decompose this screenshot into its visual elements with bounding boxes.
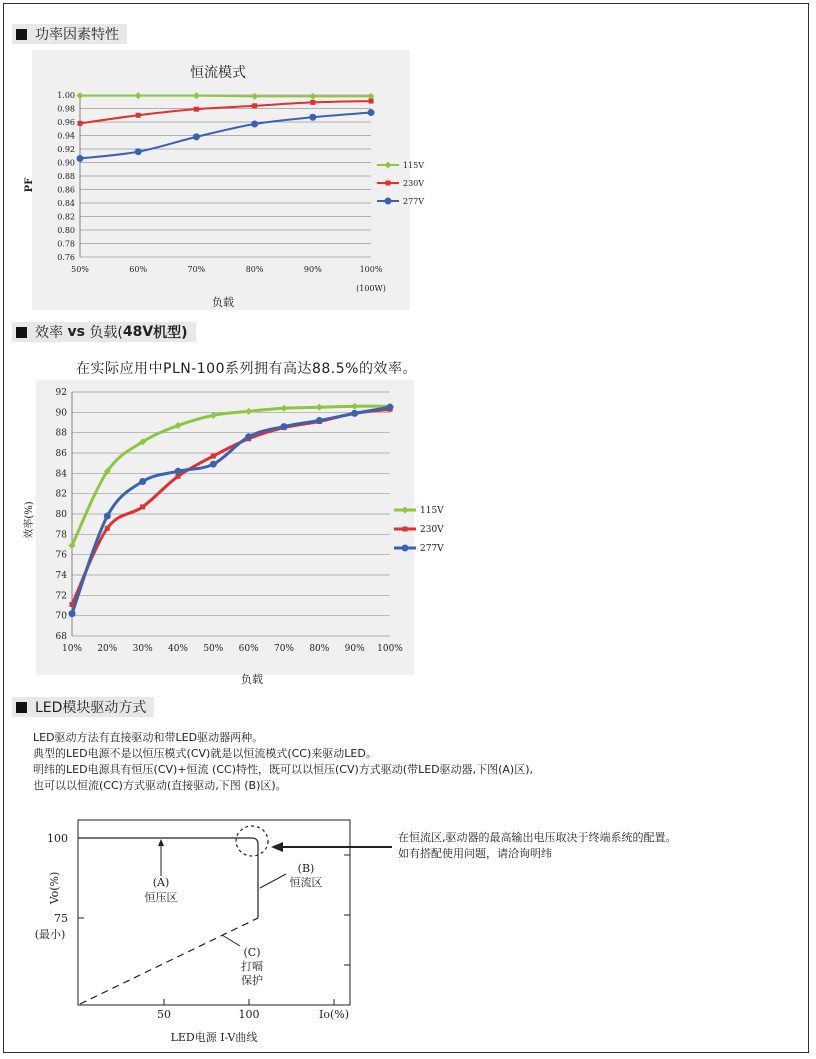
pf-xtick-label: 80%: [245, 265, 264, 274]
eff-ytick-label: 80: [55, 510, 67, 520]
eff-ytick-label: 70: [55, 611, 67, 622]
eff-chart-xlabel: 负载: [241, 673, 263, 686]
eff-legend-label: 115V: [420, 506, 444, 516]
eff-point-277V: [245, 433, 252, 440]
pf-ytick-label: 0.76: [57, 253, 75, 262]
led-text-line4: 也可以以恒流(CC)方式驱动(直接驱动,下图 (B)区)。: [33, 779, 287, 792]
eff-xtick-label: 50%: [203, 644, 224, 654]
eff-point-277V: [387, 404, 394, 411]
eff-xtick-label: 100%: [377, 644, 403, 654]
pf-legend-label: 115V: [403, 161, 425, 170]
eff-chart-ylabel: 效率(%): [24, 501, 35, 539]
pf-xtick-label: 90%: [303, 265, 322, 274]
section-title-eff-post: 机型): [153, 325, 188, 341]
eff-legend-label: 277V: [420, 544, 444, 554]
iv-note: [398, 830, 677, 862]
pf-point-230V: [252, 103, 257, 108]
pf-point-277V: [368, 109, 375, 116]
iv-x-100-label: 100: [238, 1008, 260, 1021]
pf-ytick-label: 0.82: [57, 212, 75, 222]
eff-point-277V: [316, 417, 323, 424]
pf-legend-label: 277V: [403, 197, 425, 206]
pf-ytick-label: 0.88: [57, 172, 75, 181]
eff-point-277V: [139, 478, 146, 485]
iv-a-arrowhead: [158, 839, 164, 846]
bullet-square-icon: [16, 702, 27, 713]
pf-ytick-label: 0.80: [57, 226, 75, 235]
eff-legend-marker: [403, 527, 408, 532]
pf-ytick-label: 0.98: [57, 104, 75, 114]
pf-xtick-label: 50%: [71, 265, 89, 274]
section-header-led: [12, 697, 154, 717]
section-header-eff: [12, 322, 196, 342]
pf-point-230V: [78, 121, 83, 126]
led-text-line1: LED驱动方法有直接驱动和带LED驱动器两种。: [33, 731, 264, 744]
pf-ytick-label: 1.00: [57, 91, 75, 100]
iv-a-text: 恒压区: [144, 891, 178, 904]
section-title-eff-bold: 48V: [122, 324, 154, 340]
eff-point-277V: [104, 513, 111, 520]
eff-xtick-label: 10%: [61, 644, 83, 654]
eff-ytick-label: 82: [55, 489, 67, 500]
iv-y-axis-label: Vo(%): [48, 871, 61, 905]
iv-hiccup-curve: [80, 918, 258, 1004]
pf-legend-marker: [386, 181, 391, 186]
eff-chart-caption: 在实际应用中PLN-100系列拥有高达88.5%的效率。: [76, 361, 417, 377]
pf-ytick-label: 0.94: [57, 131, 75, 141]
pf-ytick-label: 0.90: [57, 158, 75, 168]
eff-ytick-label: 68: [55, 632, 67, 642]
eff-point-277V: [69, 610, 76, 617]
section-title-eff-mid: 负载(: [84, 325, 123, 341]
efficiency-chart: [0, 380, 816, 690]
pf-point-230V: [310, 100, 315, 105]
pf-point-230V: [369, 99, 374, 104]
bullet-square-icon: [16, 327, 27, 338]
iv-x-axis-label: Io(%): [318, 1008, 350, 1021]
section-title-led: LED模块驱动方式: [35, 700, 147, 716]
eff-xtick-label: 90%: [344, 644, 365, 654]
eff-xtick-label: 70%: [273, 644, 295, 654]
eff-ytick-label: 76: [55, 550, 67, 561]
eff-xtick-label: 80%: [309, 644, 330, 654]
pf-point-277V: [251, 121, 258, 128]
pf-xtick-label: 100%: [359, 265, 383, 274]
eff-point-277V: [351, 410, 358, 417]
eff-xtick-label: 20%: [97, 644, 118, 654]
pf-ytick-label: 0.84: [57, 199, 75, 208]
pf-point-277V: [77, 155, 84, 162]
iv-y-75-label: 75: [54, 912, 68, 925]
led-description: [33, 730, 533, 794]
eff-point-230V: [105, 526, 110, 531]
iv-y-100-label: 100: [47, 832, 68, 845]
eff-ytick-label: 86: [55, 449, 67, 459]
iv-b-code: (B): [297, 862, 315, 875]
pf-chart-subtitle: 恒流模式: [190, 65, 246, 81]
pf-point-230V: [194, 107, 199, 112]
pf-ytick-label: 0.96: [57, 118, 75, 127]
iv-b-pointer: [260, 874, 286, 888]
iv-a-code: (A): [152, 876, 170, 889]
pf-series-line-115V: [80, 96, 371, 97]
eff-point-277V: [210, 461, 217, 468]
eff-chart-background: [36, 380, 414, 675]
eff-xtick-label: 40%: [167, 644, 189, 654]
eff-ytick-label: 84: [55, 469, 67, 480]
eff-point-277V: [175, 468, 182, 475]
pf-point-230V: [136, 113, 141, 118]
iv-c-text1: 打嗝: [241, 960, 263, 973]
pf-legend-marker: [385, 198, 392, 205]
pf-legend-label: 230V: [403, 179, 425, 188]
iv-c-text2: 保护: [241, 974, 263, 987]
pf-ytick-label: 0.86: [57, 185, 75, 195]
iv-note-line1: 在恒流区,驱动器的最高输出电压取决于终端系统的配置。: [398, 831, 677, 844]
section-title-eff-vs: vs: [67, 324, 85, 340]
iv-c-pointer: [222, 935, 240, 946]
pf-ytick-label: 0.92: [57, 145, 75, 154]
iv-caption: LED电源 I-V曲线: [170, 1031, 258, 1044]
pf-chart-x-extra: (100W): [356, 284, 386, 293]
pf-chart-xlabel: 负载: [212, 296, 234, 309]
eff-point-230V: [140, 504, 145, 509]
led-text-line2: 典型的LED电源不是以恒压模式(CV)就是以恒流模式(CC)来驱动LED。: [33, 747, 377, 760]
eff-xtick-label: 60%: [238, 644, 259, 654]
pf-ytick-label: 0.78: [57, 239, 75, 249]
eff-ytick-label: 72: [55, 591, 67, 602]
eff-ytick-label: 90: [55, 408, 67, 419]
iv-b-text: 恒流区: [289, 876, 323, 889]
iv-note-line2: 如有搭配使用问题，请洽询明纬: [398, 847, 552, 860]
eff-point-230V: [211, 454, 216, 459]
bullet-square-icon: [16, 29, 27, 40]
iv-c-code: (C): [243, 946, 261, 959]
eff-point-277V: [281, 423, 288, 430]
pf-point-277V: [309, 114, 316, 121]
section-title-eff-pre: 效率: [35, 325, 68, 341]
eff-ytick-label: 92: [55, 388, 67, 398]
section-header-pf: [12, 24, 127, 44]
eff-xtick-label: 30%: [132, 644, 153, 654]
pf-xtick-label: 70%: [187, 265, 206, 274]
eff-ytick-label: 88: [55, 428, 67, 439]
section-title-pf: 功率因素特性: [35, 27, 119, 43]
iv-highlight-circle: [236, 826, 268, 856]
eff-legend-marker: [402, 545, 409, 552]
eff-ytick-label: 74: [55, 571, 67, 581]
pf-xtick-label: 60%: [129, 265, 148, 274]
eff-legend-label: 230V: [420, 525, 444, 535]
pf-point-277V: [193, 133, 200, 140]
pf-chart-ylabel: PF: [24, 177, 35, 193]
pf-point-277V: [135, 148, 142, 155]
iv-x-50-label: 50: [157, 1008, 171, 1021]
pf-chart: [0, 50, 816, 315]
iv-y-75-sub: (最小): [34, 928, 66, 941]
eff-ytick-label: 78: [55, 530, 67, 541]
iv-note-arrowhead: [271, 842, 283, 852]
led-text-line3: 明纬的LED电源具有恒压(CV)+恒流 (CC)特性，既可以以恒压(CV)方式驱动(带LED驱动器,下图(A)区),: [33, 763, 534, 776]
